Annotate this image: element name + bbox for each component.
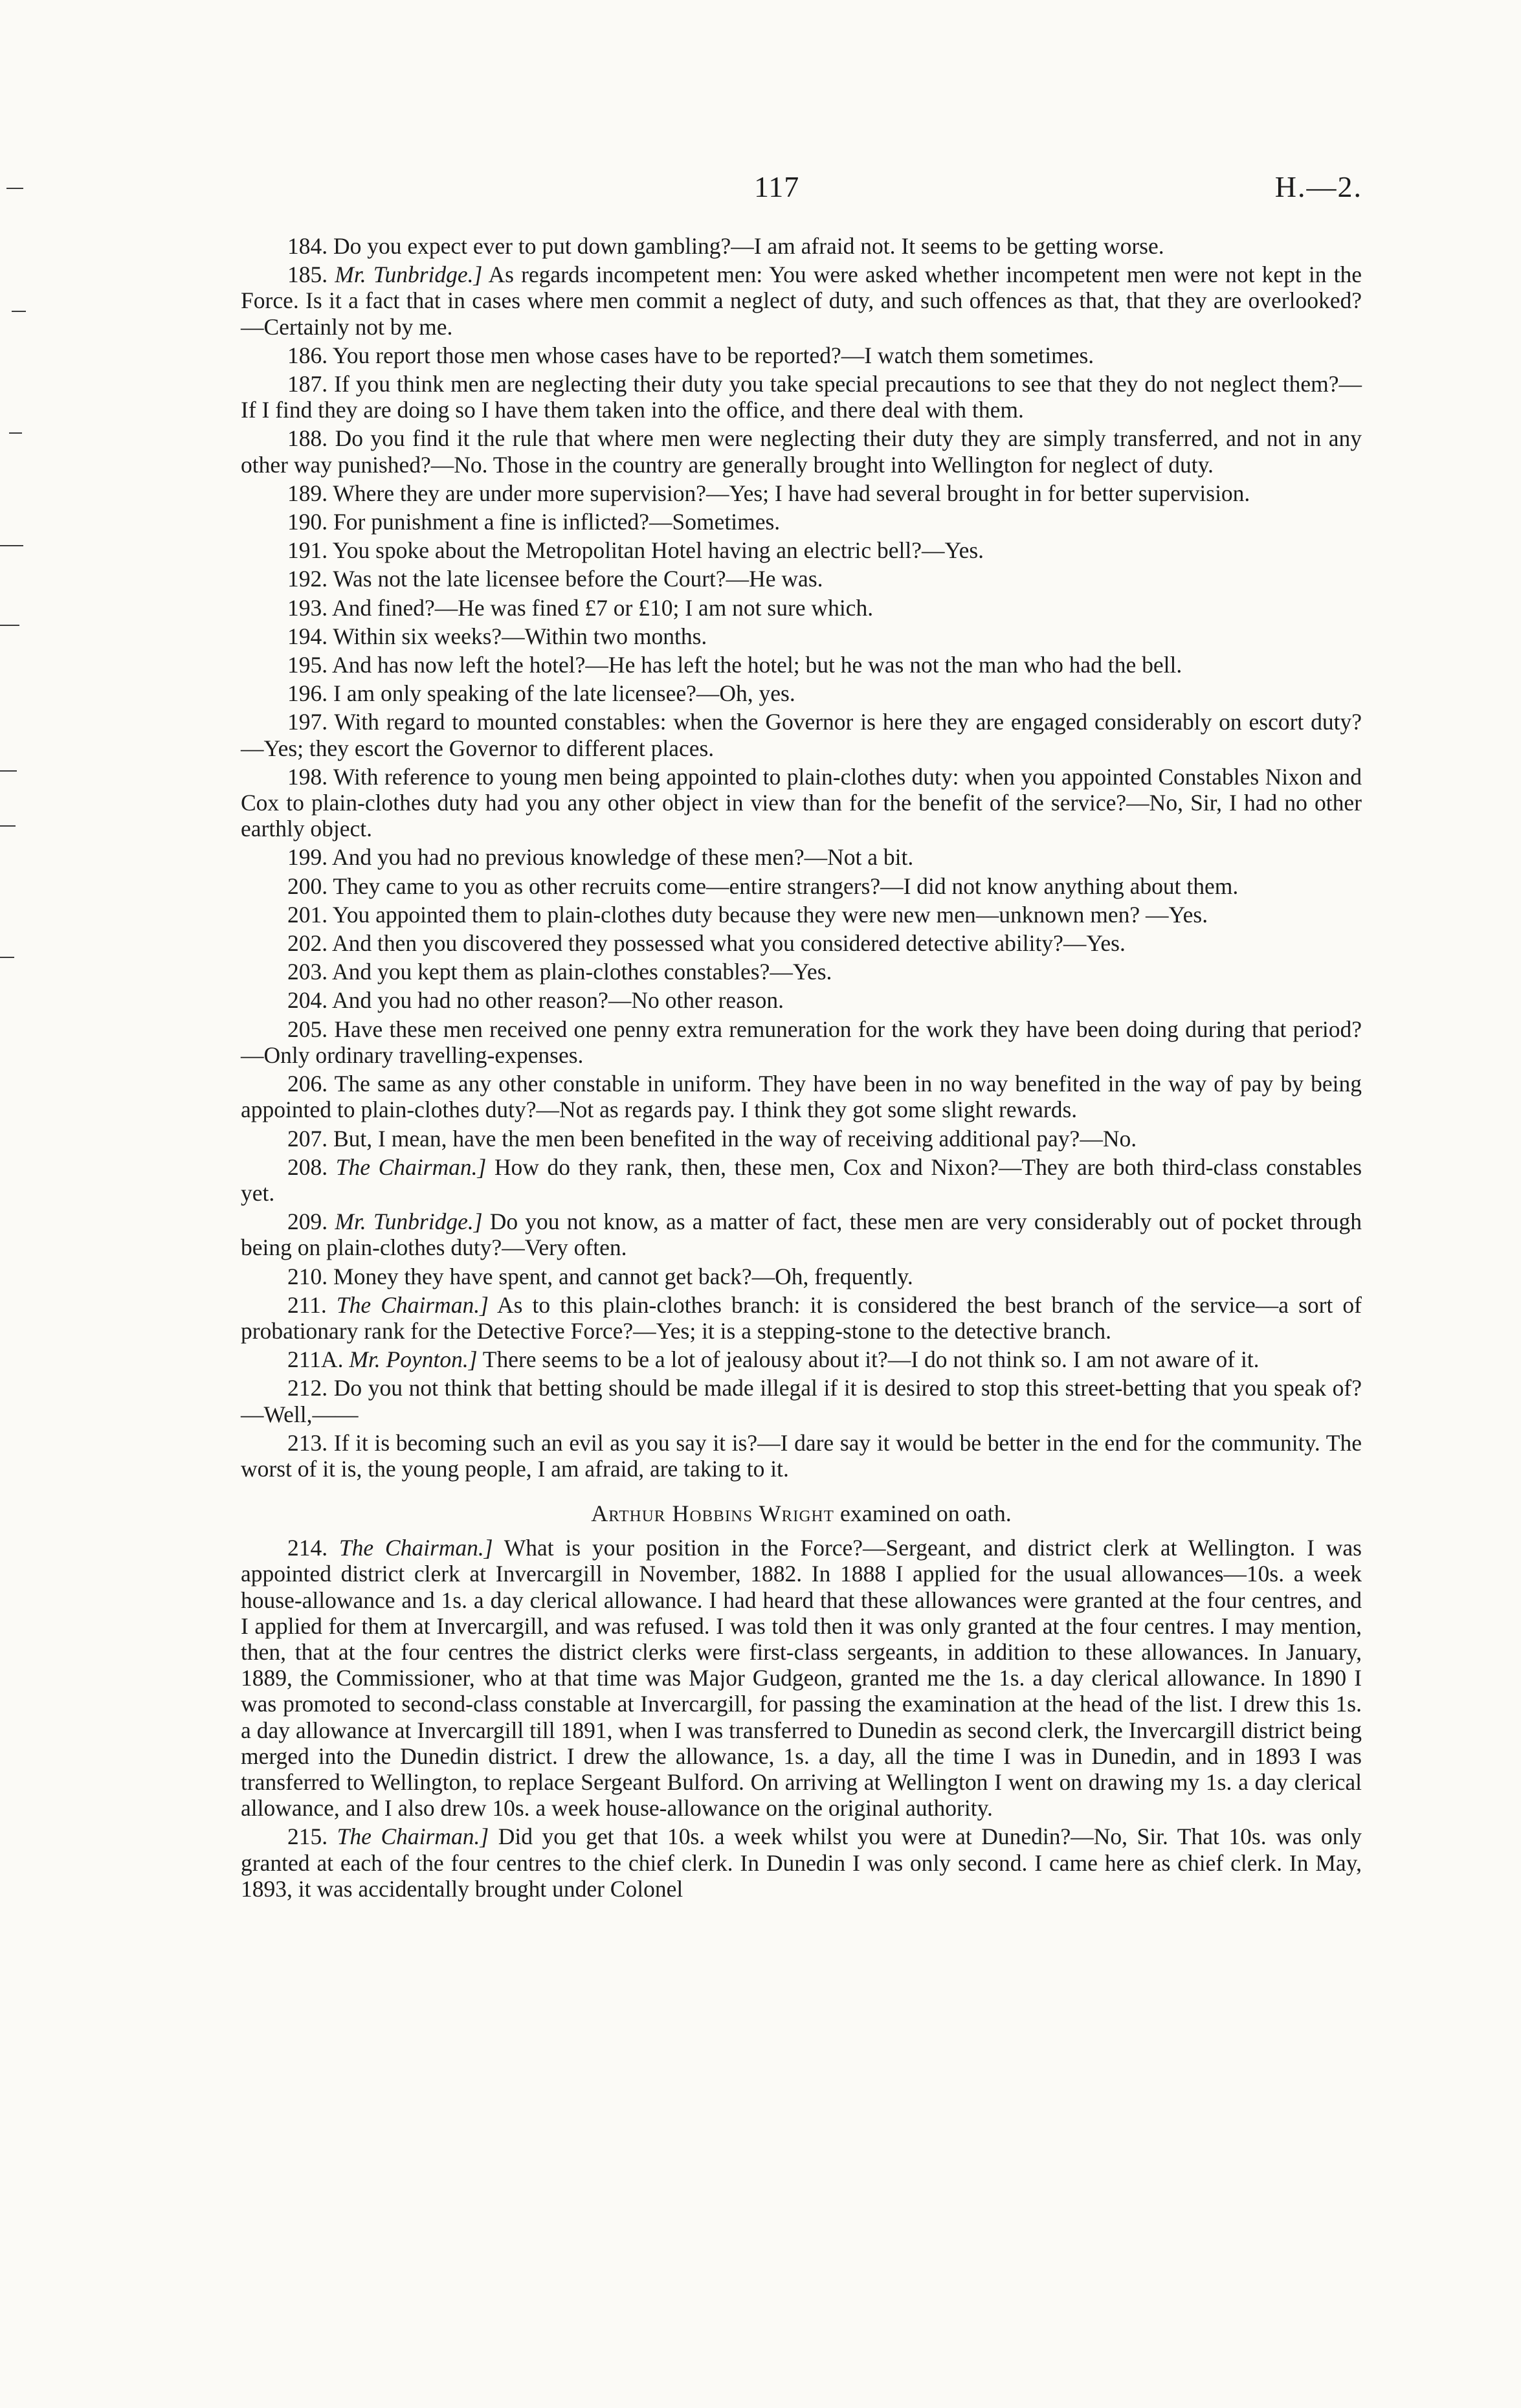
question-text: And then you discovered they possessed what you considered detective ability?—Yes. bbox=[332, 930, 1126, 957]
question-paragraph bbox=[241, 425, 1362, 477]
question-text: As regards incompetent men: You were asked whether incompetent men were not kept in the Force. Is it a fact that in cases where men commit a neglect of duty, and such offences as that, that they are overlooked?—Certainly not by me. bbox=[241, 262, 1362, 340]
question-paragraph bbox=[241, 680, 1362, 706]
speaker-name: Mr. Tunbridge.] bbox=[335, 262, 483, 288]
question-number: 188. bbox=[287, 425, 328, 452]
question-number: 198. bbox=[287, 763, 328, 790]
question-text: Where they are under more supervision?—Yes; I have had several brought in for better supervision. bbox=[333, 480, 1250, 506]
question-paragraph bbox=[241, 1154, 1362, 1206]
question-paragraph bbox=[241, 342, 1362, 368]
question-text: Do you not think that betting should be made illegal if it is desired to stop this street-betting that you speak of?—Well,—— bbox=[241, 1375, 1362, 1427]
question-text: And you kept them as plain-clothes constables?—Yes. bbox=[332, 959, 832, 985]
question-text: You appointed them to plain-clothes duty because they were new men—unknown men? —Yes. bbox=[332, 901, 1208, 928]
question-paragraph bbox=[241, 959, 1362, 985]
question-number: 193. bbox=[287, 594, 328, 621]
question-number: 202. bbox=[287, 930, 328, 957]
question-paragraph bbox=[241, 1375, 1362, 1427]
question-paragraph bbox=[241, 652, 1362, 678]
question-number: 206. bbox=[287, 1071, 328, 1097]
question-number: 196. bbox=[287, 680, 328, 707]
question-number: 211. bbox=[287, 1291, 327, 1318]
margin-mark bbox=[6, 188, 23, 189]
question-text: What is your position in the Force?—Sergeant, and district clerk at Wellington. I was appointed district clerk at Invercargill in November, 1882. In 1888 I applied for the usual allowances—10s. a week house-allowance and 1s. a day clerical allowance. I had heard that these allowances were granted at the four centres, and I applied for them at Invercargill, and was refused. I was told then it was only granted at the four centres. I may mention, then, that at the four centres the district clerks were first-class sergeants, in addition to these allowances. In January, 1889, the Commissioner, who at that time was Major Gudgeon, granted me the 1s. a day clerical allowance. In 1890 I was promoted to second-class constable at Invercargill, for passing the examination at the head of the list. I drew this 1s. a day allowance at Invercargill till 1891, when I was transferred to Dunedin as second clerk, the Invercargill district being merged into the Dunedin district. I drew the allowance, 1s. a day, all the time I was in Dunedin, and in 1893 I was transferred to Wellington, to replace Sergeant Bulford. On arriving at Wellington I went on drawing my 1s. a day clerical allowance, and I also drew 10s. a week house-allowance on the original authority. bbox=[241, 1535, 1362, 1822]
question-paragraph bbox=[241, 1292, 1362, 1344]
question-text: Was not the late licensee before the Court?—He was. bbox=[333, 566, 823, 592]
question-text: But, I mean, have the men been benefited in the way of receiving additional pay?—No. bbox=[333, 1125, 1137, 1152]
margin-mark bbox=[0, 625, 19, 626]
question-number: 189. bbox=[287, 480, 328, 506]
question-number: 190. bbox=[287, 509, 328, 535]
question-number: 199. bbox=[287, 844, 328, 871]
question-number: 187. bbox=[287, 371, 328, 397]
question-number: 201. bbox=[287, 901, 328, 928]
question-text: And fined?—He was fined £7 or £10; I am not sure which. bbox=[332, 594, 874, 621]
question-paragraph bbox=[241, 987, 1362, 1013]
question-number: 207. bbox=[287, 1125, 328, 1152]
document-reference: H.—2. bbox=[1274, 170, 1362, 203]
question-text: If it is becoming such an evil as you say it is?—I dare say it would be better in the end for the community. The worst of it is, the young people, I am afraid, are taking to it. bbox=[241, 1429, 1362, 1482]
question-paragraph bbox=[241, 844, 1362, 870]
question-text: Do you find it the rule that where men were neglecting their duty they are simply transferred, and not in any other way punished?—No. Those in the country are generally brought into Wellington for neglect of duty. bbox=[241, 425, 1362, 478]
question-number: 186. bbox=[287, 342, 328, 368]
question-paragraph bbox=[241, 1071, 1362, 1122]
document-body bbox=[241, 233, 1362, 1904]
question-paragraph bbox=[241, 595, 1362, 621]
question-text: I am only speaking of the late licensee?—Oh, yes. bbox=[333, 680, 795, 707]
question-number: 211A. bbox=[287, 1346, 344, 1373]
speaker-name: Mr. Poynton.] bbox=[349, 1346, 478, 1373]
question-paragraph bbox=[241, 709, 1362, 761]
question-text: As to this plain-clothes branch: it is considered the best branch of the service—a sort of probationary rank for the Detective Force?—Yes; it is a stepping-stone to the detective branch. bbox=[241, 1291, 1362, 1344]
question-number: 203. bbox=[287, 959, 328, 985]
speaker-name: The Chairman.] bbox=[337, 1823, 489, 1850]
question-text: If you think men are neglecting their duty you take special precautions to see that they do not neglect them?—If I find they are doing so I have them taken into the office, and there deal with them. bbox=[241, 371, 1362, 423]
question-paragraph bbox=[241, 1430, 1362, 1482]
question-text: You report those men whose cases have to be reported?—I watch them sometimes. bbox=[332, 342, 1094, 368]
question-number: 195. bbox=[287, 652, 328, 678]
question-paragraph bbox=[241, 1264, 1362, 1289]
question-paragraph bbox=[241, 902, 1362, 928]
question-number: 213. bbox=[287, 1429, 328, 1456]
question-number: 192. bbox=[287, 566, 328, 592]
question-text: The same as any other constable in uniform. They have been in no way benefited in the way of pay by being appointed to plain-clothes duty?—Not as regards pay. I think they got some slight rewards. bbox=[241, 1071, 1362, 1123]
testimony-section bbox=[241, 1535, 1362, 1902]
question-number: 214. bbox=[287, 1535, 328, 1561]
question-paragraph bbox=[241, 1209, 1362, 1260]
question-number: 205. bbox=[287, 1016, 328, 1042]
question-paragraph bbox=[241, 873, 1362, 899]
question-text: Did you get that 10s. a week whilst you were at Dunedin?—No, Sir. That 10s. was only granted at each of the four centres to the chief clerk. In Dunedin I was only second. I came here as chief clerk. In May, 1893, it was accidentally brought under Colonel bbox=[241, 1823, 1362, 1902]
questions-section bbox=[241, 233, 1362, 1482]
question-paragraph bbox=[241, 509, 1362, 535]
witness-heading bbox=[241, 1500, 1362, 1527]
question-text: Within six weeks?—Within two months. bbox=[333, 623, 707, 649]
speaker-name: Mr. Tunbridge.] bbox=[335, 1209, 483, 1235]
question-paragraph bbox=[241, 537, 1362, 563]
witness-name: Arthur Hobbins Wright bbox=[591, 1500, 834, 1527]
question-text: Do you expect ever to put down gambling?—I am afraid not. It seems to be getting worse. bbox=[333, 233, 1164, 259]
witness-heading-suffix: examined on oath. bbox=[839, 1500, 1012, 1527]
speaker-name: The Chairman.] bbox=[339, 1535, 493, 1561]
question-paragraph bbox=[241, 623, 1362, 649]
question-number: 185. bbox=[287, 262, 328, 288]
question-paragraph bbox=[241, 1016, 1362, 1068]
page-number: 117 bbox=[754, 170, 800, 203]
speaker-name: The Chairman.] bbox=[336, 1291, 489, 1318]
question-text: With regard to mounted constables: when the Governor is here they are engaged considerably on escort duty?—Yes; they escort the Governor to different places. bbox=[241, 709, 1362, 761]
margin-mark bbox=[0, 545, 23, 546]
question-paragraph bbox=[241, 371, 1362, 423]
question-number: 191. bbox=[287, 537, 328, 564]
question-text: Do you not know, as a matter of fact, these men are very considerably out of pocket through being on plain-clothes duty?—Very often. bbox=[241, 1209, 1362, 1261]
question-number: 212. bbox=[287, 1375, 328, 1401]
question-paragraph bbox=[241, 1346, 1362, 1372]
margin-mark bbox=[0, 957, 14, 958]
question-paragraph bbox=[241, 1535, 1362, 1821]
speaker-name: The Chairman.] bbox=[335, 1154, 487, 1180]
question-number: 200. bbox=[287, 873, 328, 899]
question-number: 197. bbox=[287, 709, 328, 735]
question-paragraph bbox=[241, 262, 1362, 340]
question-paragraph bbox=[241, 1823, 1362, 1902]
margin-mark bbox=[0, 770, 17, 772]
question-text: There seems to be a lot of jealousy about it?—I do not think so. I am not aware of it. bbox=[482, 1346, 1260, 1373]
question-text: You spoke about the Metropolitan Hotel having an electric bell?—Yes. bbox=[332, 537, 984, 564]
question-paragraph bbox=[241, 1126, 1362, 1152]
question-text: And you had no other reason?—No other reason. bbox=[332, 987, 784, 1014]
question-paragraph bbox=[241, 480, 1362, 506]
question-text: Money they have spent, and cannot get back?—Oh, frequently. bbox=[333, 1263, 913, 1289]
question-paragraph bbox=[241, 566, 1362, 592]
question-number: 204. bbox=[287, 987, 328, 1014]
question-number: 194. bbox=[287, 623, 328, 649]
question-paragraph bbox=[241, 764, 1362, 842]
question-number: 184. bbox=[287, 233, 328, 259]
question-text: They came to you as other recruits come—entire strangers?—I did not know anything about them. bbox=[333, 873, 1239, 899]
question-text: With reference to young men being appointed to plain-clothes duty: when you appointed Constables Nixon and Cox to plain-clothes duty had you any other object in view than for the benefit of the service?—No, Sir, I had no other earthly object. bbox=[241, 763, 1362, 842]
margin-mark bbox=[9, 432, 22, 434]
question-text: For punishment a fine is inflicted?—Sometimes. bbox=[333, 509, 781, 535]
question-text: Have these men received one penny extra remuneration for the work they have been doing during that period?—Only ordinary travelling-expenses. bbox=[241, 1016, 1362, 1068]
question-number: 210. bbox=[287, 1263, 328, 1289]
question-number: 209. bbox=[287, 1209, 328, 1235]
question-number: 215. bbox=[287, 1823, 328, 1850]
question-number: 208. bbox=[287, 1154, 328, 1180]
question-text: How do they rank, then, these men, Cox and Nixon?—They are both third-class constables yet. bbox=[241, 1154, 1362, 1206]
margin-mark bbox=[12, 311, 26, 312]
question-paragraph bbox=[241, 233, 1362, 259]
question-text: And has now left the hotel?—He has left the hotel; but he was not the man who had the bell. bbox=[332, 652, 1182, 678]
question-paragraph bbox=[241, 930, 1362, 956]
margin-mark bbox=[0, 825, 16, 827]
question-text: And you had no previous knowledge of these men?—Not a bit. bbox=[332, 844, 914, 871]
